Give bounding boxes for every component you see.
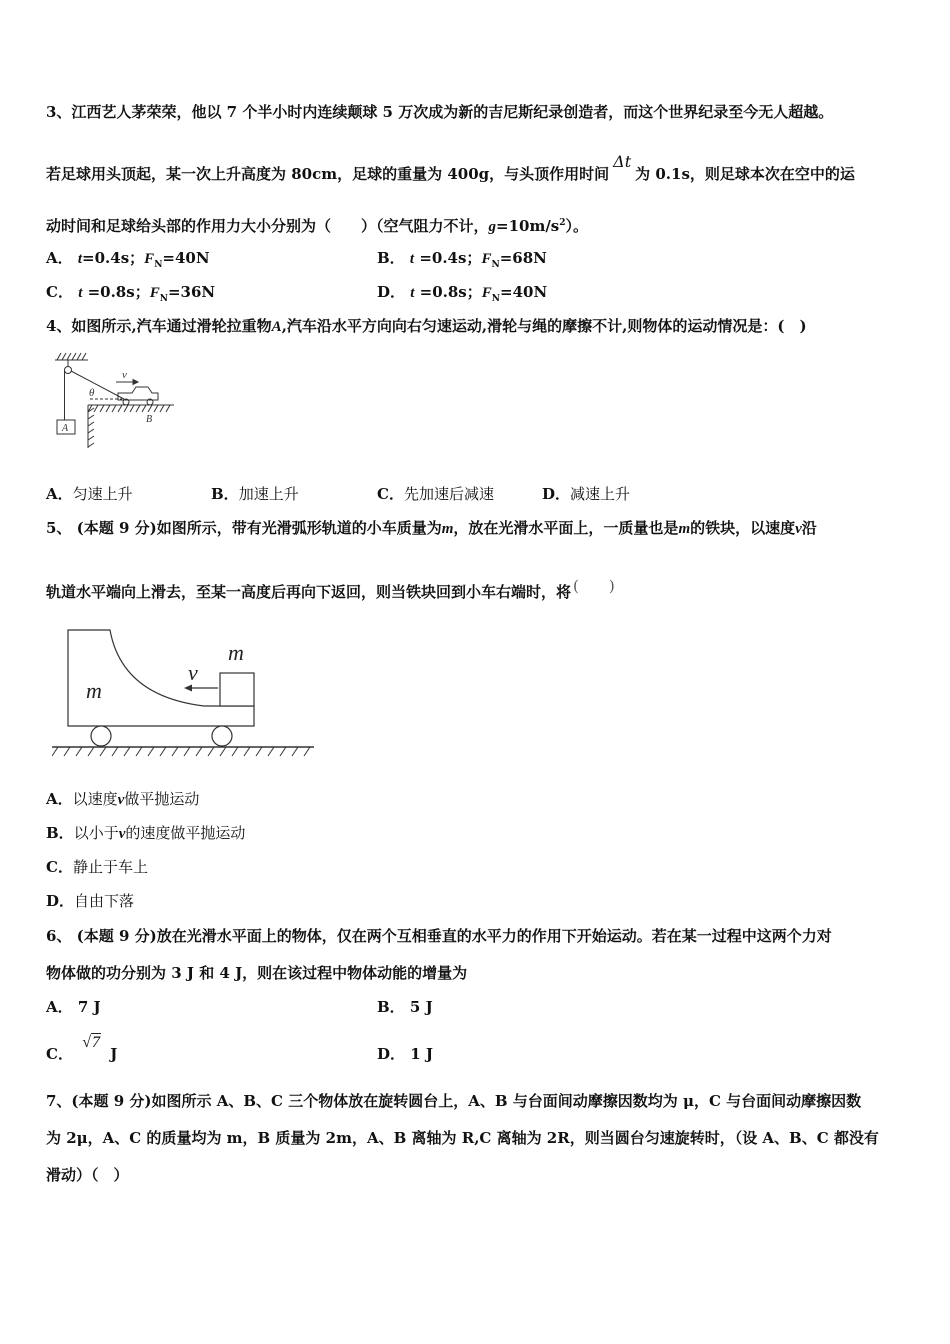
velocity-arrow-head [184,685,192,692]
delta-t-symbol: Δt [613,152,632,171]
q4-option-b[interactable]: B．加速上升 [211,485,299,503]
q5-option-c[interactable]: C．静止于车上 [46,858,148,876]
q5-cart-figure [52,626,318,766]
v-label: v [122,369,127,381]
wall-hatch [88,408,94,447]
car-body [118,387,158,400]
arrow-head [133,380,138,385]
iron-block [220,673,254,706]
b-label: B [146,414,153,425]
sqrt-seven: √7 [82,1034,100,1051]
q3-option-d[interactable]: D． t =0.8s；$F_N=40N$ [377,283,548,304]
q6-option-c[interactable]: C． √7 J [46,1034,118,1063]
q6-stem-line2: 物体做的功分别为 3 J 和 4 J，则在该过程中物体动能的增量为 [46,964,468,982]
theta-label: θ [89,387,95,399]
q3-stem-line3: 动时间和足球给头部的作用力大小分别为（ ）（空气阻力不计，$g=10m/s^2$）。 [46,217,589,235]
cart-wheel-left [91,726,111,746]
ground-hatch [88,405,170,412]
q3-option-c[interactable]: C． t =0.8s；$F_N=36N$ [46,283,216,304]
q4-option-a[interactable]: A．匀速上升 [46,485,133,503]
a-label: A [62,423,69,434]
q3-option-a[interactable]: A． t=0.4s；$F_N=40N$ [46,249,210,270]
q7-stem-line3: 滑动）（ ） [46,1166,129,1184]
rope-slanted [71,371,124,399]
q6-option-d[interactable]: D． 1 J [377,1045,434,1063]
block-mass-label: m [228,640,244,665]
cart-mass-label: m [86,678,102,703]
q3-option-b[interactable]: B． t =0.4s；$F_N=68N$ [377,249,547,270]
q5-option-a[interactable]: A．以速度v做平抛运动 [46,790,200,808]
cart-wheel-right [212,726,232,746]
q4-option-c[interactable]: C．先加速后减速 [377,485,494,503]
velocity-label: v [188,660,198,685]
q4-pulley-figure [52,350,177,450]
ceiling-hatch [57,353,86,360]
q5-option-d[interactable]: D．自由下落 [46,892,135,910]
q6-stem-line1: 6、 (本题 9 分)放在光滑水平面上的物体，仅在两个互相垂直的水平力的作用下开始运动。若在某一过程中这两个力对 [46,927,832,945]
q7-stem-line1: 7、(本题 9 分)如图所示 A、B、C 三个物体放在旋转圆台上，A、B 与台面间动摩擦因数均为 μ，C 与台面间动摩擦因数 [46,1092,862,1110]
q5-stem-line1: 5、 (本题 9 分)如图所示，带有光滑弧形轨道的小车质量为m，放在光滑水平面上，一质量也是m的铁块，以速度v沿 [46,519,817,537]
q3-stem-line2: 若足球用头顶起，某一次上升高度为 80cm，足球的重量为 400g，与头顶作用时间Δt为 0.1s，则足球本次在空中的运 [46,152,855,183]
q4-option-d[interactable]: D．减速上升 [542,485,631,503]
q5-option-b[interactable]: B．以小于v的速度做平抛运动 [46,824,246,842]
q4-stem: 4、如图所示,汽车通过滑轮拉重物A,汽车沿水平方向向右匀速运动,滑轮与绳的摩擦不计,则物体的运动情况是：( ) [46,317,807,335]
q3-stem-line1: 3、江西艺人茅荣荣，他以 7 个半小时内连续颠球 5 万次成为新的吉尼斯纪录创造者，而这个世界纪录至今无人超越。 [46,103,834,121]
q5-stem-line2: 轨道水平端向上滑去，至某一高度后再向下返回，则当铁块回到小车右端时，将 ( ) [46,577,615,601]
pulley [65,367,72,374]
q7-stem-line2: 为 2μ，A、C 的质量均为 m，B 质量为 2m，A、B 离轴为 R,C 离轴为 2R，则当圆台匀速旋转时，（设 A、B、C 都没有 [46,1129,879,1147]
floor-hatch [52,747,310,756]
answer-paren: ( ) [573,577,615,595]
q6-option-b[interactable]: B． 5 J [377,998,433,1016]
q6-option-a[interactable]: A． 7 J [46,998,101,1016]
